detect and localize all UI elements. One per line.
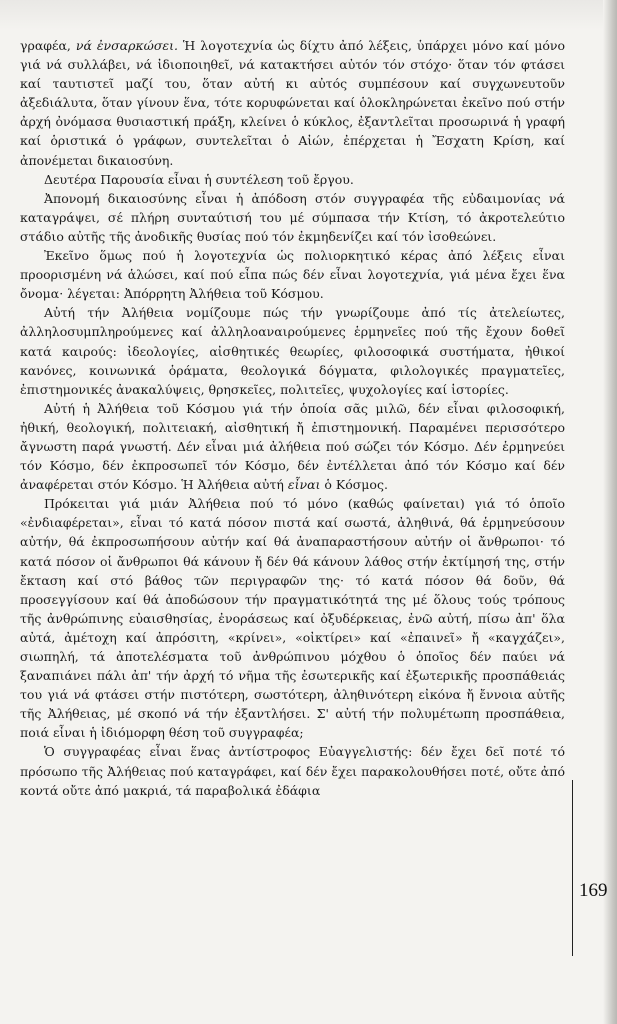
paragraph (20, 303, 565, 398)
italic-text-segment: νά ἐνσαρκώσει. (75, 38, 178, 53)
paragraph (20, 494, 565, 742)
text-segment: Πρόκειται γιά μιάν Ἀλήθεια πού τό μόνο (καθώς φαίνεται) γιά τό ὁποῖο «ἐνδιαφέρεται», εἶναι τό κατά πόσον πιστά καί σωστά, ἀληθινά, θά ἑρμηνεύσουν αὐτήν, θά ἐκπροσωπήσουν αὐτήν καί θά ἀναπαραστήσουν αὐτήν οἱ ἄνθρωποι· τό κατά πόσον οἱ ἄνθρωποι θά κάνουν ἤ δέν θά κάνουν λάθος στήν ἐκτίμησή της, στήν ἔκταση καί στό βάθος τῶν περιγραφῶν της· τό κατά πόσον θά δοῦν, θά προσεγγίσουν καί θά ἀποδώσουν τήν πραγματικότητά της μέ ὅλους τούς τρόπους τῆς ἀνθρώπινης εὐαισθησίας, ἐνοράσεως καί ὀξυδέρκειας, ἐνῶ αὐτή, πίσω ἀπ' ὅλα αὐτά, ἀμέτοχη καί ἀπρόσιτη, «κρίνει», «οἰκτίρει» καί «ἐπαινεῖ» ἤ «καγχάζει», σιωπηλή, τά ἀποτελέσματα τοῦ ἀνθρώπινου μόχθου ὁ ὁποῖος δέν παύει νά ξαναπιάνει πάλι ἀπ' τήν ἀρχή τό νῆμα τῆς ἐσωτερικῆς καί ἐξωτερικῆς προσπάθειάς του γιά νά φτάσει στήν πιστότερη, σωστότερη, ἀληθινότερη εἰκόνα ἤ ἔννοια αὐτῆς τῆς Ἀλήθειας, μέ σκοπό νά τήν ἐξαντλήσει. Σ' αὐτή τήν πολυμέτωπη προσπάθεια, ποιά εἶναι ἡ ἰδιόμορφη θέση τοῦ συγγραφέα; (20, 496, 565, 741)
text-segment: Αὐτή τήν Ἀλήθεια νομίζουμε πώς τήν γνωρίζουμε ἀπό τίς ἀτελείωτες, ἀλληλοσυμπληρούμενες καί ἀλληλοαναιρούμενες ἑρμηνεῖες πού τῆς ἔχουν δοθεῖ κατά καιρούς: ἰδεολογίες, αἰσθητικές θεωρίες, φιλοσοφικά συστήματα, ἠθικοί κανόνες, κοινωνικά ὁράματα, θεολογικά δόγματα, φιλολογικές πραγματεῖες, ἐπιστημονικές ἀνακαλύψεις, θρησκεῖες, πολιτεῖες, ψυχολογίες καί ἱστορίες. (20, 305, 565, 397)
text-segment: Ἀπονομή δικαιοσύνης εἶναι ἡ ἀπόδοση στόν συγγραφέα τῆς εὐδαιμονίας νά καταγράψει, σέ πλήρη συνταύτισή του μέ σύμπασα τήν Κτίση, τό ἀκροτελεύτιο στάδιο αὐτῆς τῆς ἀνοδικῆς θυσίας πού τόν ἐκμηδενίζει καί τόν ἰσοθεώνει. (20, 190, 565, 244)
text-segment: ὁ Κόσμος. (320, 477, 388, 493)
scan-top-edge (0, 0, 617, 30)
paragraph (20, 399, 565, 494)
text-segment: Ἐκεῖνο ὅμως πού ἡ λογοτεχνία ὡς πολιορκητικό κέρας ἀπό λέξεις εἶναι προορισμένη νά ἁλώσει, καί πού εἶπα πώς δέν εἶναι λογοτεχνία, γιά μένα ἔχει ἕνα ὄνομα· λέγεται: Ἀπόρρητη Ἀλήθεια τοῦ Κόσμου. (20, 248, 565, 302)
body-text (20, 36, 565, 800)
text-segment: Δευτέρα Παρουσία εἶναι ἡ συντέλεση τοῦ ἔργου. (44, 171, 354, 187)
paragraph (20, 170, 565, 189)
paragraph (20, 742, 565, 799)
text-segment: Ἡ λογοτεχνία ὡς δίχτυ ἀπό λέξεις, ὑπάρχει μόνο καί μόνο γιά νά συλλάβει, νά ἰδιοποιηθεῖ, νά κατακτήσει αὐτόν τόν στόχο· ὅταν τόν φτάσει καί ταυτιστεῖ μαζί του, ὅταν αὐτή κι αὐτός συμπέσουν καί συγχωνευτοῦν ἀξεδιάλυτα, ὅταν γίνουν ἕνα, τότε κορυφώνεται καί ὁλοκληρώνεται ἐκεῖνο πού στήν ἀρχή ὀνόμασα θυσιαστική πράξη, κλείνει ὁ κύκλος, ἐξαντλεῖται προσωρινά ἡ γραφή καί ὁριστικά ὁ γράφων, συντελεῖται ὁ Αἰών, ἐπέρχεται ἡ Ἔσχατη Κρίση, καί ἀπονέμεται δικαιοσύνη. (20, 38, 565, 168)
paragraph (20, 189, 565, 246)
paragraph (20, 246, 565, 303)
scan-right-edge (603, 0, 617, 1024)
text-segment: Αὐτή ἡ Ἀλήθεια τοῦ Κόσμου γιά τήν ὁποία σᾶς μιλῶ, δέν εἶναι φιλοσοφική, ἠθική, θεολογική, πολιτειακή, αἰσθητική ἤ ἐπιστημονική. Παραμένει περισσότερο ἄγνωστη παρά γνωστή. Δέν εἶναι μιά ἀλήθεια πού σώζει τόν Κόσμο. Δέν ἑρμηνεύει τόν Κόσμο, δέν ἐκπροσωπεῖ τόν Κόσμο, δέν ἐντέλλεται ἀπό τόν Κόσμο καί δέν ἀναφέρεται στόν Κόσμο. Ἡ Ἀλήθεια αὐτή (20, 400, 565, 493)
page-number: 169 (579, 880, 608, 901)
margin-rule (572, 780, 573, 956)
italic-text-segment: εἶναι (287, 477, 321, 493)
text-segment: Ὁ συγγραφέας εἶναι ἕνας ἀντίστροφος Εὐαγγελιστής: δέν ἔχει δεῖ ποτέ τό πρόσωπο τῆς Ἀλήθειας πού καταγράφει, καί δέν ἔχει παρακολουθήσει ποτέ, οὔτε ἀπό κοντά οὔτε ἀπό μακριά, τά παραβολικά ἐδάφια (20, 744, 565, 798)
paragraph (20, 36, 565, 170)
text-segment: γραφέα, (20, 38, 76, 53)
